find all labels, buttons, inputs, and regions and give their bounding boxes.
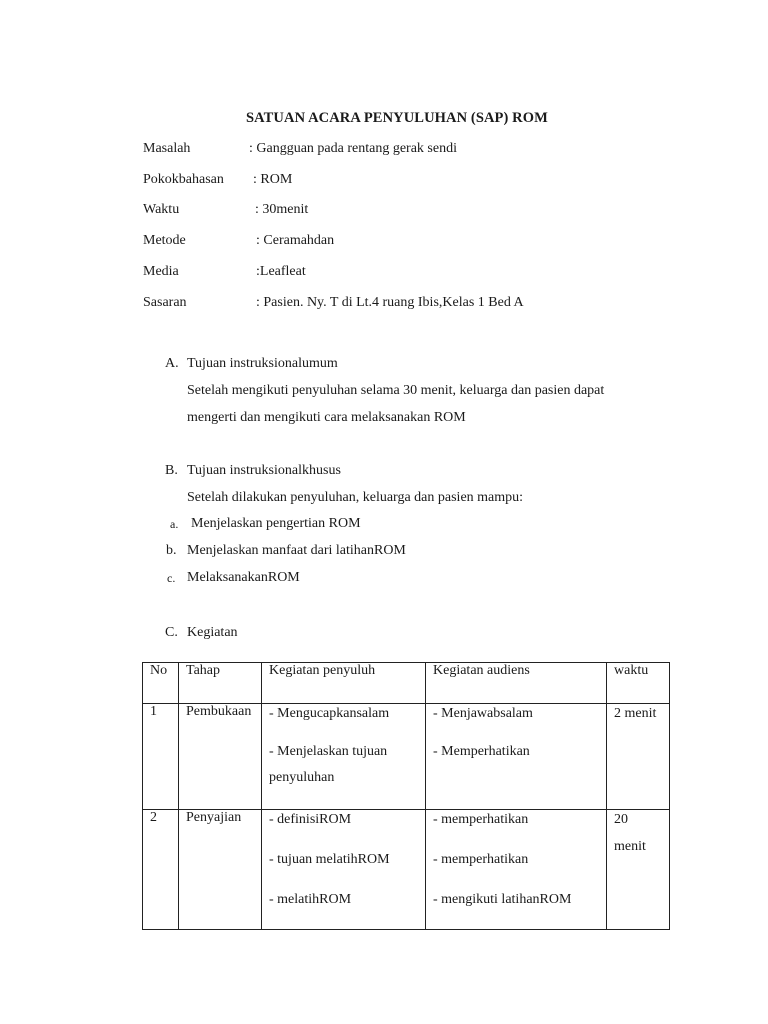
penyuluh-item: - definisiROM [269, 812, 352, 827]
row-number: 2 [150, 810, 157, 825]
table-header-cell [262, 663, 426, 704]
waktu-value: menit [614, 839, 646, 854]
list-item-a: Menjelaskan pengertian ROM [191, 516, 361, 531]
penyuluh-item: - Mengucapkansalam [269, 706, 390, 721]
table-cell [607, 704, 670, 810]
audiens-item: - Memperhatikan [433, 744, 530, 759]
table-header-cell [426, 663, 607, 704]
penyuluh-item: - Menjelaskan tujuan [269, 744, 388, 759]
info-label-sasaran: Sasaran [143, 295, 187, 310]
info-value-masalah: : Gangguan pada rentang gerak sendi [249, 141, 457, 156]
audiens-item: - memperhatikan [433, 852, 529, 867]
table-cell [179, 704, 262, 810]
list-marker-b: b. [166, 543, 177, 558]
table-cell [143, 810, 179, 930]
penyuluh-item: - melatihROM [269, 892, 352, 907]
header-no: No [150, 663, 168, 678]
audiens-item: - mengikuti latihanROM [433, 892, 572, 907]
table-cell [607, 810, 670, 930]
section-a-heading: Tujuan instruksionalumum [187, 356, 338, 371]
info-value-pokokbahasan: : ROM [253, 172, 293, 187]
info-value-waktu: : 30menit [255, 202, 309, 217]
section-b-heading: Tujuan instruksionalkhusus [187, 463, 341, 478]
row-number: 1 [150, 704, 157, 719]
list-item-c: MelaksanakanROM [187, 570, 300, 585]
header-tahap: Tahap [186, 663, 221, 678]
table-cell [143, 704, 179, 810]
info-label-pokokbahasan: Pokokbahasan [143, 172, 224, 187]
table-cell [426, 704, 607, 810]
row-tahap: Penyajian [186, 810, 242, 825]
header-kegiatan-penyuluh: Kegiatan penyuluh [269, 663, 376, 678]
waktu-value: 2 menit [614, 706, 657, 721]
audiens-item: - memperhatikan [433, 812, 529, 827]
table-header-row [143, 663, 670, 704]
table-header-cell [607, 663, 670, 704]
info-label-metode: Metode [143, 233, 186, 248]
table-header-cell [179, 663, 262, 704]
header-kegiatan-audiens: Kegiatan audiens [433, 663, 530, 678]
section-a-line: mengerti dan mengikuti cara melaksanakan ROM [187, 410, 466, 425]
table-cell [262, 810, 426, 930]
section-c-heading: Kegiatan [187, 625, 238, 640]
info-label-masalah: Masalah [143, 141, 191, 156]
info-value-sasaran: : Pasien. Ny. T di Lt.4 ruang Ibis,Kelas 1 Bed A [256, 295, 524, 310]
table-cell [179, 810, 262, 930]
table-row [143, 704, 670, 810]
table-cell [426, 810, 607, 930]
document-title: SATUAN ACARA PENYULUHAN (SAP) ROM [246, 110, 548, 126]
penyuluh-item: - tujuan melatihROM [269, 852, 390, 867]
waktu-value: 20 [614, 812, 628, 827]
section-b-intro: Setelah dilakukan penyuluhan, keluarga dan pasien mampu: [187, 490, 524, 505]
audiens-item: - Menjawabsalam [433, 706, 533, 721]
list-item-b: Menjelaskan manfaat dari latihanROM [187, 543, 406, 558]
table-row [143, 810, 670, 930]
penyuluh-item: penyuluhan [269, 770, 335, 785]
list-marker-a: a. [170, 517, 179, 531]
section-a-marker: A. [165, 356, 179, 371]
info-value-media: :Leafleat [256, 264, 306, 279]
section-c-marker: C. [165, 625, 178, 640]
section-a-line: Setelah mengikuti penyuluhan selama 30 menit, keluarga dan pasien dapat [187, 383, 605, 398]
section-b-marker: B. [165, 463, 178, 478]
header-waktu: waktu [614, 663, 649, 678]
info-label-media: Media [143, 264, 179, 279]
row-tahap: Pembukaan [186, 704, 252, 719]
info-label-waktu: Waktu [143, 202, 180, 217]
list-marker-c: c. [167, 571, 176, 585]
info-value-metode: : Ceramahdan [256, 233, 335, 248]
table-cell [262, 704, 426, 810]
table-header-cell [143, 663, 179, 704]
kegiatan-table [142, 662, 670, 930]
